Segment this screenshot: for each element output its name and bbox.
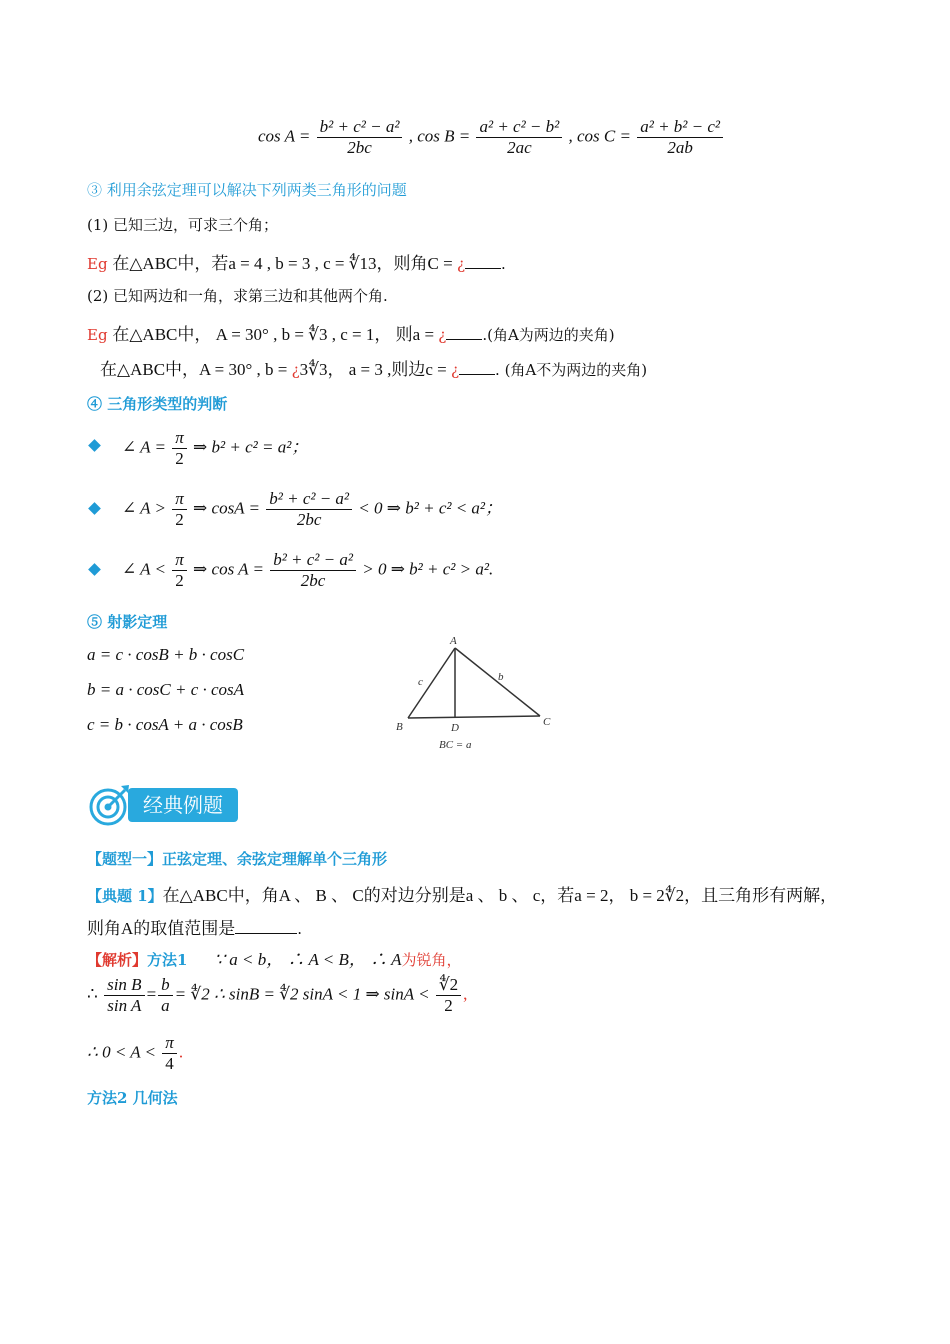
- label-A: A: [450, 635, 457, 647]
- method1-label: 方法1: [147, 951, 188, 969]
- sin-ratio-den: sin A: [107, 996, 142, 1015]
- red-comma: ,: [463, 984, 468, 1004]
- eg3-text: 在△ABC中，A = 30° , b =: [100, 360, 292, 379]
- label-C: C: [543, 716, 551, 728]
- bullet-diamond-icon: [88, 439, 101, 452]
- b2-fraction2: [266, 489, 352, 530]
- cosC-denominator: 2ab: [667, 138, 693, 157]
- b3-fraction: [172, 550, 187, 591]
- eg1-text: 在△ABC中，若a = 4 , b = 3 , c = ∜13，则角C =: [112, 254, 457, 273]
- solution-line1: [87, 945, 462, 970]
- section5-heading: ⑤ 射影定理: [87, 613, 168, 631]
- side-ratio-den: a: [161, 996, 170, 1015]
- pi-over-4-fraction: [162, 1033, 177, 1074]
- bullet3: [122, 550, 493, 591]
- cosB-fraction: [476, 117, 562, 158]
- four-den: 4: [165, 1054, 174, 1073]
- case2-text: (2) 已知两边和一角，求第三边和其他两个角.: [87, 287, 388, 305]
- sinA-bound-den: 2: [444, 996, 453, 1015]
- eg3-note: . (角A不为两边的夹角): [495, 361, 648, 379]
- cosine-formulas: [258, 117, 725, 158]
- answer-blank: [235, 932, 297, 934]
- solution-line3: [87, 1033, 183, 1074]
- eg3-q1: ¿: [291, 361, 300, 379]
- cosC-lhs: , cos C =: [568, 126, 631, 146]
- example1-text2: 则角A的取值范围是: [87, 919, 236, 938]
- eg3-q2: ¿: [451, 361, 460, 379]
- triangle-figure: [390, 630, 570, 760]
- figure-caption: BC = a: [439, 739, 472, 751]
- solution-line1-red: 为锐角，: [401, 951, 462, 969]
- section3-heading: ③ 利用余弦定理可以解决下列两类三角形的问题: [87, 181, 407, 199]
- target-icon: [88, 782, 132, 828]
- solution-line2: [87, 975, 467, 1016]
- example1-text: 在△ABC中，角A 、 B 、 C的对边分别是a 、 b 、 c，若a = 2， b = 2∜2，且三角形有两解，: [162, 886, 838, 905]
- projection-eq2: b = a · cosC + c · cosA: [87, 680, 245, 699]
- therefore-symbol: ∴: [87, 984, 98, 1004]
- sin-ratio-fraction: [104, 975, 144, 1016]
- b2-den: 2: [175, 510, 184, 529]
- answer-blank: [446, 338, 482, 340]
- b3-fraction2: [270, 550, 356, 591]
- b3-fden: 2bc: [300, 571, 326, 590]
- section4-heading: ④ 三角形类型的判断: [87, 395, 228, 413]
- sinA-bound-num: ∜2: [436, 975, 461, 996]
- b2-fraction: [172, 489, 187, 530]
- example1-tag: 【典题 1】: [87, 887, 163, 905]
- eg-tag: Eg: [87, 255, 108, 273]
- eg3-line: [100, 355, 647, 380]
- label-D: D: [451, 722, 459, 734]
- cosA-denominator: 2bc: [347, 138, 372, 157]
- cosA-lhs: cos A =: [258, 126, 311, 146]
- b2-pre: ∠ A >: [122, 498, 166, 518]
- example1-line1: [87, 881, 837, 906]
- projection-eq1: a = c · cosB + b · cosC: [87, 645, 245, 664]
- cosA-numerator: b² + c² − a²: [317, 117, 403, 138]
- bullet2: [122, 489, 502, 530]
- b3-mid: ⇒ cos A =: [193, 559, 264, 579]
- b1-fraction: [172, 428, 187, 469]
- b2-fden: 2bc: [296, 510, 322, 529]
- solution-line3-pre: ∴ 0 < A <: [87, 1042, 157, 1062]
- eg1-q: ¿: [456, 255, 466, 273]
- eg2-note: .(角A为两边的夹角): [482, 326, 615, 344]
- solution-line1-text: ∵ a < b， ∴ A < B， ∴ A: [214, 950, 402, 969]
- equals: =: [146, 984, 157, 1004]
- b2-num: π: [172, 489, 187, 510]
- solution-tag: 【解析】: [87, 951, 148, 969]
- solution-line3-post: .: [178, 1042, 184, 1062]
- b3-num: π: [172, 550, 187, 571]
- b3-fnum: b² + c² − a²: [270, 550, 356, 571]
- eg2-line: [87, 320, 615, 345]
- case1-text: (1) 已知三边，可求三个角；: [87, 216, 279, 234]
- cosB-lhs: , cos B =: [408, 126, 471, 146]
- cosC-fraction: [637, 117, 723, 158]
- cosA-fraction: [317, 117, 403, 158]
- bullet1: [122, 428, 308, 469]
- sinA-bound-fraction: [436, 975, 461, 1016]
- b3-den: 2: [175, 571, 184, 590]
- bullet-diamond-icon: [88, 502, 101, 515]
- b1-den: 2: [175, 449, 184, 468]
- side-BC: [408, 716, 540, 718]
- example1-end: .: [297, 920, 303, 938]
- cosB-denominator: 2ac: [507, 138, 532, 157]
- answer-blank: [465, 267, 501, 269]
- eg2-text: 在△ABC中， A = 30° , b = ∜3 , c = 1， 则a =: [112, 325, 439, 344]
- method2-label: 方法2 几何法: [87, 1089, 178, 1107]
- bullet-diamond-icon: [88, 563, 101, 576]
- b2-mid: ⇒ cosA =: [193, 498, 260, 518]
- b3-pre: ∠ A <: [122, 559, 166, 579]
- eg2-q: ¿: [438, 326, 447, 344]
- answer-blank: [459, 373, 495, 375]
- label-side-c: c: [418, 676, 423, 688]
- cosC-numerator: a² + b² − c²: [637, 117, 723, 138]
- eg3-text2: 3∜3， a = 3 ,则边c =: [299, 360, 451, 379]
- b1-pre: ∠ A =: [122, 437, 166, 457]
- b2-fnum: b² + c² − a²: [266, 489, 352, 510]
- example1-line2: [87, 914, 302, 939]
- eg-tag: Eg: [87, 326, 108, 344]
- b2-post: < 0 ⇒ b² + c² < a²；: [358, 498, 503, 518]
- label-B: B: [396, 721, 403, 733]
- classic-examples-banner: 经典例题: [128, 788, 238, 822]
- projection-eq3: c = b · cosA + a · cosB: [87, 715, 243, 734]
- b1-post: ⇒ b² + c² = a²；: [193, 437, 309, 457]
- b1-num: π: [172, 428, 187, 449]
- side-ratio-num: b: [158, 975, 173, 996]
- solution-line2-text: = ∜2 ∴ sinB = ∜2 sinA < 1 ⇒ sinA <: [174, 984, 430, 1004]
- sin-ratio-num: sin B: [104, 975, 144, 996]
- eg1-line: Eg 在△ABC中，若a = 4 , b = 3 , c = ∜13，则角C = ¿ .: [87, 254, 506, 273]
- cosB-numerator: a² + c² − b²: [476, 117, 562, 138]
- type1-heading: 【题型一】正弦定理、余弦定理解单个三角形: [87, 850, 388, 868]
- label-side-b: b: [498, 671, 504, 683]
- side-ratio-fraction: [158, 975, 173, 1016]
- side-AB: [408, 648, 455, 718]
- b3-post: > 0 ⇒ b² + c² > a².: [362, 559, 494, 579]
- pi-num: π: [162, 1033, 177, 1054]
